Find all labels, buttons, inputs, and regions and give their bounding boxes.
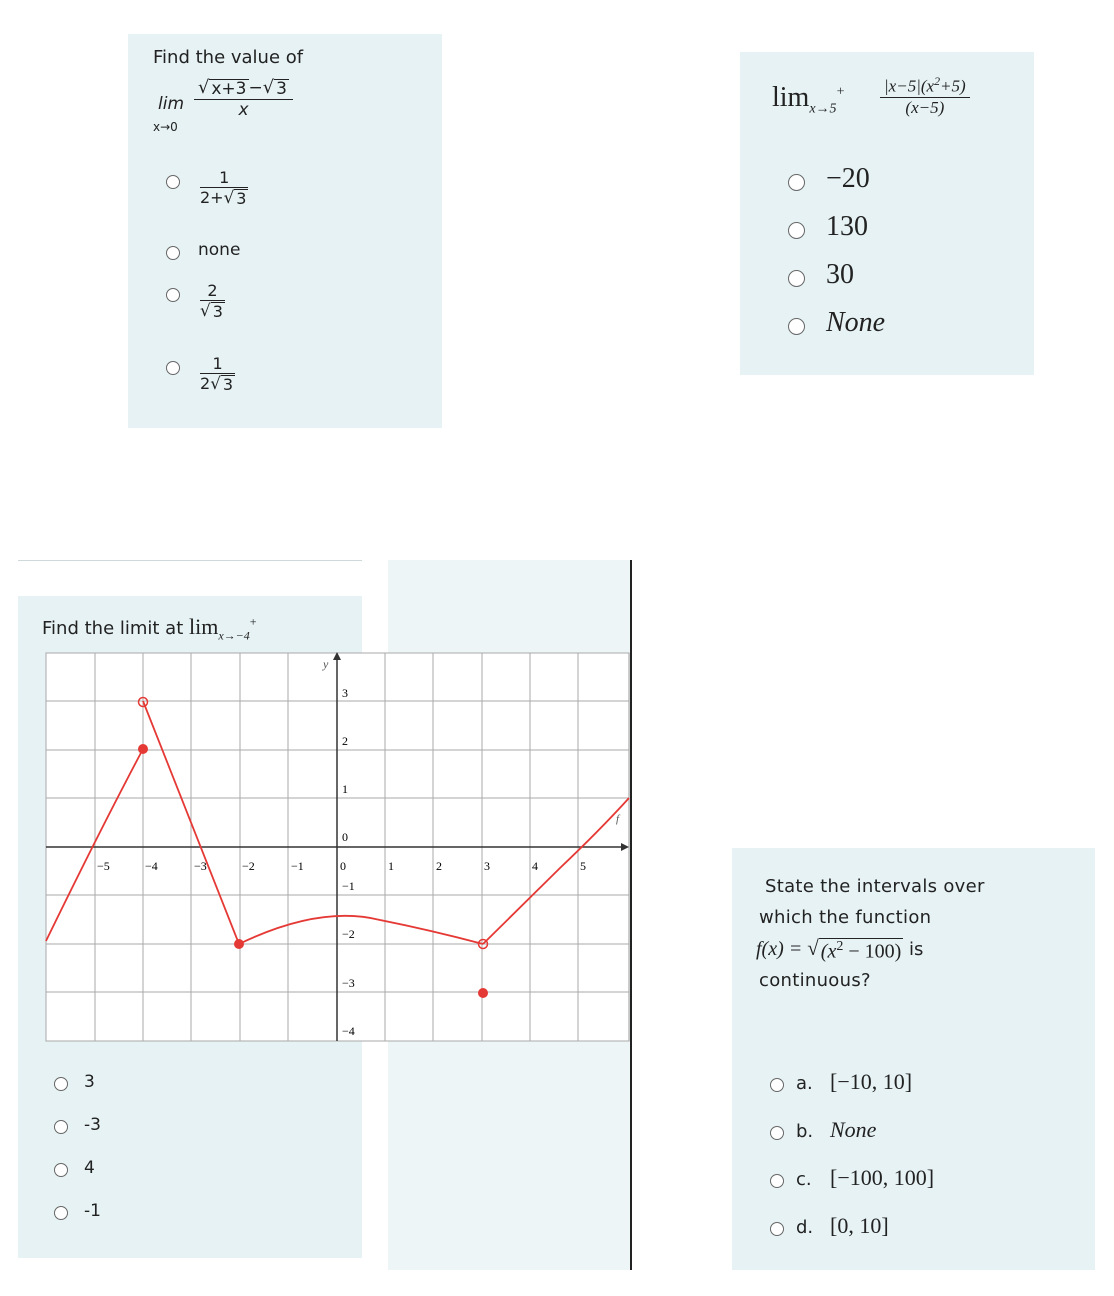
q1-option-d-den: 2 √ 3	[200, 373, 234, 394]
q2-num-tail: +5)	[940, 76, 966, 96]
q2-expression	[880, 74, 970, 118]
x-tick-label: −2	[242, 859, 255, 873]
q1-expression	[194, 78, 293, 120]
q4-line-1: State the intervals over	[765, 876, 985, 897]
q3-option-d-label: -1	[84, 1201, 101, 1221]
q3-prompt-line	[42, 614, 257, 643]
q3-option-c-label: 4	[84, 1158, 95, 1178]
q2-lim-word: lim	[772, 82, 810, 113]
q2-limit	[772, 82, 844, 118]
q1-option-c-den: √ 3	[200, 300, 223, 321]
q3-option-b-label: -3	[84, 1115, 101, 1135]
q4-function	[756, 936, 923, 963]
q2-numerator	[880, 74, 970, 97]
q1-option-b-radio[interactable]	[166, 246, 180, 260]
y-tick-label: −2	[342, 927, 355, 941]
x-tick-label: 0	[340, 859, 346, 873]
q2-option-a-radio[interactable]	[788, 174, 805, 191]
x-tick-label: −3	[194, 859, 207, 873]
q2-option-a-label: −20	[826, 163, 870, 194]
q2-denominator: (x−5)	[905, 97, 945, 117]
y-axis-label: y	[323, 657, 329, 671]
q4-line-4: continuous?	[759, 970, 871, 991]
q1-option-d-radio[interactable]	[166, 361, 180, 375]
q1-num-minus: −	[248, 78, 263, 98]
y-tick-label: 2	[342, 734, 348, 748]
q1-option-b-label: none	[198, 240, 241, 260]
q1-lim-sub: x→0	[153, 120, 178, 134]
q4-option-b-radio[interactable]	[770, 1126, 784, 1140]
q2-option-d-label: None	[826, 307, 886, 338]
q4-func-exp: 2	[836, 939, 844, 954]
q2-lim-sup: +	[836, 84, 845, 100]
x-tick-label: 3	[484, 859, 490, 873]
q2-option-c-radio[interactable]	[788, 270, 805, 287]
q3-lim-sup: +	[249, 614, 257, 629]
q4-option-c-radio[interactable]	[770, 1174, 784, 1188]
q1-option-d	[200, 354, 235, 394]
q1-option-c-num: 2	[207, 281, 218, 300]
q3-prompt: Find the limit at	[42, 618, 184, 639]
y-tick-label: 0	[342, 830, 348, 844]
q2-option-d-radio[interactable]	[788, 318, 805, 335]
q3-lim-word: lim	[189, 614, 219, 639]
x-tick-label: 2	[436, 859, 442, 873]
y-tick-label: 1	[342, 782, 348, 796]
q4-option-d-letter: d.	[796, 1217, 814, 1238]
q1-prompt: Find the value of	[153, 47, 304, 68]
q1-lim-word: lim	[158, 94, 185, 114]
filled-point	[138, 744, 148, 754]
q4-func-sqrt: √ $(x^2 - 100)$	[807, 936, 902, 963]
q1-expr-denominator: x	[238, 99, 249, 120]
q3-option-a-radio[interactable]	[54, 1077, 68, 1091]
q1-option-d-den-rad: 3	[222, 375, 234, 394]
q4-option-d-radio[interactable]	[770, 1222, 784, 1236]
q2-option-b-label: 130	[826, 211, 868, 242]
q4-option-a-text: [−10, 10]	[830, 1069, 913, 1094]
y-tick-label: 3	[342, 686, 348, 700]
q4-func-tail: − 100)	[843, 940, 902, 963]
x-tick-label: 1	[388, 859, 394, 873]
x-tick-label: 4	[532, 859, 538, 873]
q2-num-exp: 2	[934, 74, 941, 88]
x-tick-label: 5	[580, 859, 586, 873]
q4-option-b-text: None	[830, 1117, 877, 1142]
q4-option-c-letter: c.	[796, 1169, 812, 1190]
q3-function-graph	[45, 652, 631, 1044]
y-tick-label: −4	[342, 1024, 355, 1038]
q1-num-radicand-a: x+3	[211, 79, 247, 99]
q4-option-c-text: [−100, 100]	[830, 1165, 935, 1190]
q2-num-text: |x−5|(x	[884, 76, 935, 96]
q4-func-lhs: f(x) =	[756, 938, 808, 960]
q1-option-a-num: 1	[219, 168, 230, 187]
q1-option-c-den-rad: 3	[212, 302, 223, 321]
q4-option-a-radio[interactable]	[770, 1078, 784, 1092]
q1-option-a-den: 2+ √ 3	[200, 187, 247, 208]
question-2-panel	[740, 52, 1034, 375]
q1-option-a-radio[interactable]	[166, 175, 180, 189]
q2-option-c-label: 30	[826, 259, 854, 290]
q1-option-a-den-prefix: 2+	[200, 188, 224, 207]
q2-option-b-radio[interactable]	[788, 222, 805, 239]
q1-option-d-den-prefix: 2	[200, 374, 211, 393]
q4-line-2: which the function	[759, 907, 932, 928]
question-1-panel	[128, 34, 442, 428]
filled-point	[234, 939, 244, 949]
question-4-panel	[732, 848, 1095, 1270]
q3-option-c-radio[interactable]	[54, 1163, 68, 1177]
q1-num-radicand-b: 3	[276, 79, 287, 99]
q1-option-a-den-rad: 3	[236, 189, 247, 208]
x-tick-label: −1	[291, 859, 304, 873]
q3-lim-sub: x→−4	[218, 628, 250, 643]
q1-option-c	[200, 281, 225, 321]
top-divider-line	[18, 560, 362, 561]
q3-option-b-radio[interactable]	[54, 1120, 68, 1134]
y-tick-label: −3	[342, 976, 355, 990]
q4-func-is: is	[903, 939, 924, 960]
q1-option-a	[200, 168, 248, 208]
x-tick-label: −4	[145, 859, 158, 873]
q3-option-a-label: 3	[84, 1072, 95, 1092]
q1-option-c-radio[interactable]	[166, 288, 180, 302]
q4-func-rad: (x	[820, 940, 837, 963]
q4-option-d-text: [0, 10]	[830, 1213, 889, 1238]
y-tick-label: −1	[342, 879, 355, 893]
q4-option-a-letter: a.	[796, 1073, 813, 1094]
f-label: f	[616, 813, 620, 825]
q1-option-d-num: 1	[212, 354, 223, 373]
x-tick-label: −5	[97, 859, 110, 873]
q4-option-b-letter: b.	[796, 1121, 814, 1142]
q3-option-d-radio[interactable]	[54, 1206, 68, 1220]
filled-point	[478, 988, 488, 998]
q2-lim-sub: x→5	[809, 101, 837, 117]
q1-expr-numerator: √ x+3 − √ 3	[198, 77, 287, 99]
